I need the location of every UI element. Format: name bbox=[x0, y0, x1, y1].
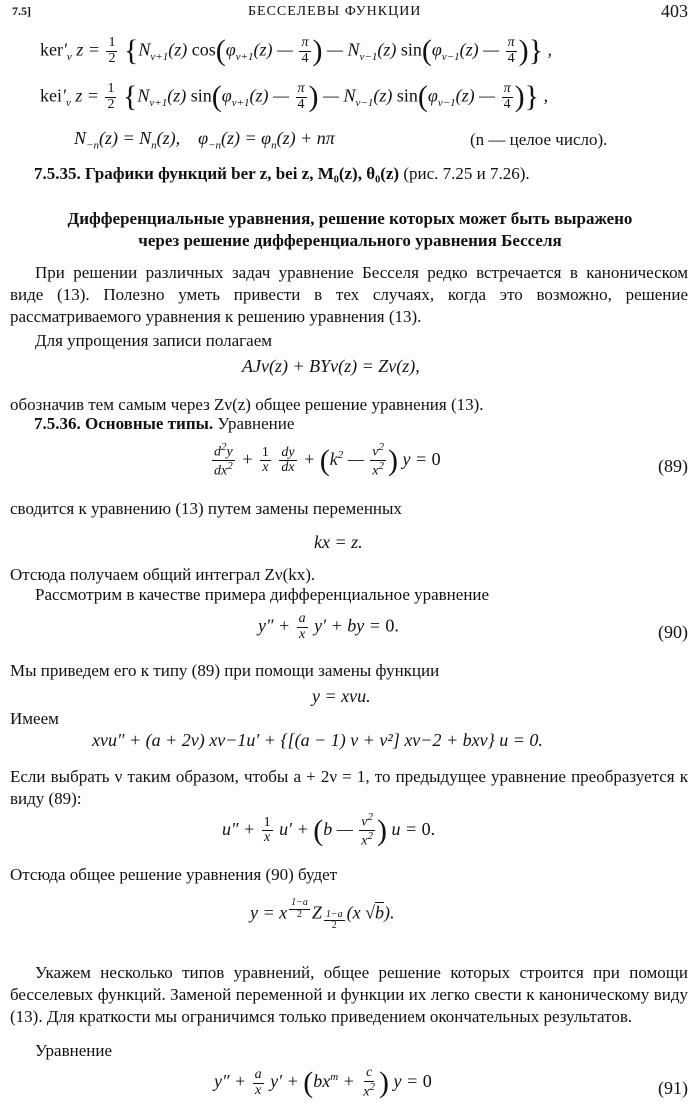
equation-number-89: (89) bbox=[658, 456, 688, 476]
equation-89: $\frac{d^2y}{dx^2}$ + $\frac{1}{x}$ $\frac{dy}{dx}$ + ($k^2$ — $\frac{\nu^2}{x^2}$ ) y = 0 bbox=[214, 441, 441, 479]
formula-ker-derivative: $ker'_\nu$ z = $\frac{1}{2}$ {$N_{\nu+1}(z)$ $\cos(\varphi_{\nu+1}(z)$ — $\frac{\pi}{4}$ ) — $N_{\nu-1}(z)$ $\sin(\varphi_{\nu-1}(z)$ — $\frac{\pi}{4}$ )} , bbox=[40, 34, 553, 68]
formula-kei-derivative: $kei'_\nu$ z = $\frac{1}{2}$ {$N_{\nu+1}(z)$ $\sin(\varphi_{\nu+1}(z)$ — $\frac{\pi}{4}$ ) — $N_{\nu-1}(z)$ $\sin(\varphi_{\nu-1}(z)$ — $\frac{\pi}{4}$ )} , bbox=[40, 80, 549, 114]
choice-paragraph: Если выбрать ν таким образом, чтобы a + 2ν = 1, то предыдущее уравнение преобразуется к виду (89): bbox=[10, 767, 688, 808]
equation-number-91: (91) bbox=[658, 1078, 688, 1098]
formula-expanded: xνu″ + (a + 2ν) xν−1u′ + {[(a − 1) ν + ν²] xν−2 + bxν} u = 0. bbox=[92, 730, 543, 750]
have-text: Имеем bbox=[10, 709, 59, 728]
intro-paragraph: При решении различных задач уравнение Бесселя редко встречается в каноническом виде (13). Полезно уметь привести в тех случаях, когда это возможно, решение рассматриваемого уравнения к решению уравнения (13). bbox=[10, 263, 688, 326]
closing-paragraph: Укажем несколько типов уравнений, общее решение которых строится при помощи бесселевых функций. Заменой переменной и функции их легко свести к каноническому виду (13). Для краткости мы ограничимся только приведением окончательных результатов. bbox=[10, 963, 688, 1026]
integer-note: (n — целое число). bbox=[470, 130, 608, 149]
header-section: 7.5] bbox=[12, 4, 31, 18]
formula-function-substitution: y = xνu. bbox=[312, 686, 371, 706]
section-7-5-36 bbox=[34, 414, 294, 434]
header-title: БЕССЕЛЕВЫ ФУНКЦИИ bbox=[248, 4, 422, 19]
chapter-subheading bbox=[8, 208, 692, 252]
equation-91: y″ + $\frac{a}{x}$ $y' + (bx^m$ + $\frac{c}{x^2}$ ) y = 0 bbox=[214, 1065, 432, 1100]
eq91-lead: Уравнение bbox=[35, 1041, 112, 1060]
section-title: Основные типы. bbox=[85, 414, 214, 433]
equation-number-90: (90) bbox=[658, 622, 688, 642]
general-solution-90-text: Отсюда общее решение уравнения (90) будет bbox=[10, 865, 338, 884]
section-number: 7.5.35. bbox=[34, 164, 81, 183]
figure-reference: (рис. 7.25 и 7.26). bbox=[403, 164, 530, 183]
example-lead: Рассмотрим в качестве примера дифференциальное уравнение bbox=[35, 585, 490, 604]
substitution-text: сводится к уравнению (13) путем замены переменных bbox=[10, 499, 402, 518]
formula-general-solution: AJν(z) + BYν(z) = Zν(z), bbox=[242, 356, 420, 376]
function-substitution-text: Мы приведем его к типу (89) при помощи замены функции bbox=[10, 661, 440, 680]
formula-negative-index: $N_{-n}(z) = N_n(z)$, $\varphi_{-n}(z) = \varphi_n(z) + n\pi$ bbox=[74, 128, 335, 152]
section-7-5-35 bbox=[34, 164, 530, 184]
section-number: 7.5.36. bbox=[34, 414, 81, 433]
section-title: Графики функций ber z, bei z, M₀(z), θ₀(z) bbox=[85, 164, 400, 183]
equation-reduced: u″ + $\frac{1}{x}$ u′ + (b — $\frac{\nu^2}{x^2}$ ) u = 0. bbox=[222, 811, 436, 849]
heading-line-2: через решение дифференциального уравнения Бесселя bbox=[138, 231, 562, 250]
notation-lead: Для упрощения записи полагаем bbox=[35, 331, 272, 350]
general-integral-text: Отсюда получаем общий интеграл Zν(kx). bbox=[10, 565, 316, 584]
equation-90: y″ + $\frac{a}{x}$ y′ + by = 0. bbox=[258, 611, 399, 642]
heading-line-1: Дифференциальные уравнения, решение которых может быть выражено bbox=[67, 209, 633, 228]
page-number: 403 bbox=[661, 1, 688, 21]
notation-paragraph: обозначив тем самым через Zν(z) общее решение уравнения (13). bbox=[10, 395, 484, 414]
equation-solution-90: y = x $^{\frac{1-a}{2}}$ Z $_{\frac{1-a}{2}}$ (x √b). bbox=[250, 897, 395, 932]
formula-substitution: kx = z. bbox=[314, 532, 363, 552]
section-lead: Уравнение bbox=[217, 414, 295, 433]
